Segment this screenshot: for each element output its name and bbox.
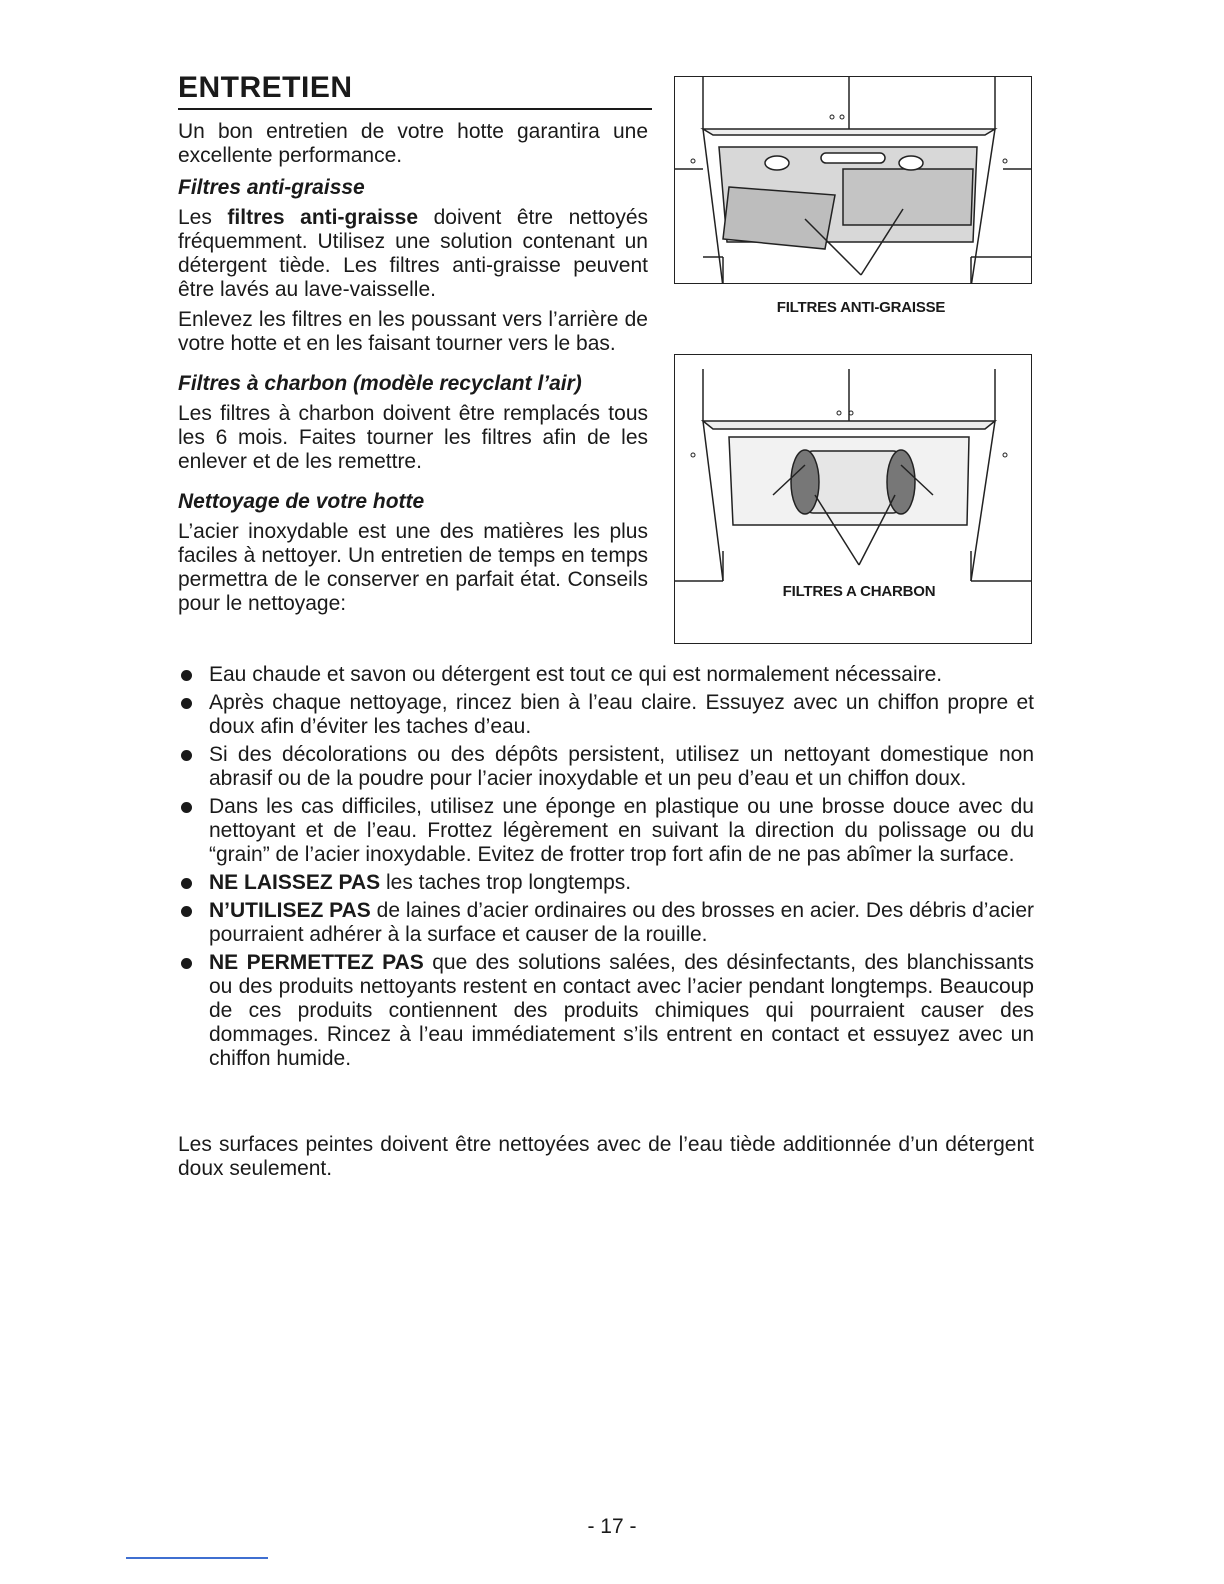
section-title: ENTRETIEN (178, 70, 652, 110)
grease-lead-text: Les (178, 206, 228, 229)
closing-paragraph: Les surfaces peintes doivent être nettoyées avec de l’eau tiède additionnée d’un détergent doux seulement. (178, 1133, 1034, 1180)
range-hood-grease-illustration (675, 77, 1031, 283)
list-item (178, 795, 1034, 867)
charcoal-filters-label: FILTRES A CHARBON (782, 583, 936, 600)
list-item-text: Si des décolorations ou des dépôts persistent, utilisez un nettoyant domestique non abrasif ou de la poudre pour l’acier inoxydable et un peu d’eau et un chiffon doux. (209, 743, 1034, 790)
charcoal-filters-figure (674, 354, 1032, 644)
intro-paragraph: Un bon entretien de votre hotte garantira une excellente performance. (178, 120, 648, 167)
list-item (178, 871, 1034, 895)
list-item-text: Dans les cas difficiles, utilisez une éponge en plastique ou une brosse douce avec du nettoyant et de l’eau. Frottez légèrement en suivant la direction du polissage ou du “grain” de l’acier inoxydable. Evitez de frotter trop fort afin de ne pas abîmer la surface. (209, 795, 1034, 866)
grease-removal-paragraph: Enlevez les filtres en les poussant vers l’arrière de votre hotte et en les faisant tourner vers le bas. (178, 308, 648, 355)
list-item-text: de laines d’acier ordinaires ou des brosses en acier. Des débris d’acier pourraient adhérer à la surface et causer de la rouille. (209, 899, 1034, 946)
grease-bold-term: filtres anti-graisse (227, 206, 419, 229)
grease-filters-heading: Filtres anti-graisse (178, 176, 365, 199)
list-item-text: Après chaque nettoyage, rincez bien à l’eau claire. Essuyez avec un chiffon propre et doux afin d’éviter les taches d’eau. (209, 691, 1034, 738)
list-item (178, 743, 1034, 791)
list-item-bold: NE LAISSEZ PAS (209, 871, 381, 894)
list-item (178, 663, 1034, 687)
grease-filters-label: FILTRES ANTI-GRAISSE (776, 299, 946, 316)
list-item-text: les taches trop longtemps. (380, 871, 632, 894)
charcoal-filters-heading: Filtres à charbon (modèle recyclant l’air) (178, 372, 582, 395)
grease-filters-paragraph (178, 206, 648, 302)
grease-filters-figure (674, 76, 1032, 316)
bullet-icon (181, 698, 192, 709)
list-item-bold: NE PERMETTEZ PAS (209, 951, 424, 974)
bullet-icon (181, 958, 192, 969)
cleaning-paragraph: L’acier inoxydable est une des matières les plus faciles à nettoyer. Un entretien de temps en temps permettra de le conserver en parfait état. Conseils pour le nettoyage: (178, 520, 648, 615)
bullet-icon (181, 878, 192, 889)
list-item (178, 691, 1034, 739)
page-number: - 17 - (587, 1515, 637, 1538)
left-column (178, 120, 648, 622)
list-item-text: Eau chaude et savon ou détergent est tout ce qui est normalement nécessaire. (209, 663, 943, 686)
bullet-icon (181, 906, 192, 917)
list-item (178, 951, 1034, 1071)
bullet-icon (181, 802, 192, 813)
grease-rest-text: doivent être nettoyés fréquemment. Utilisez une solution contenant un détergent tiède. Les filtres anti-graisse peuvent être lavés au lave-vaisselle. (178, 206, 648, 301)
bullet-icon (181, 670, 192, 681)
list-item-bold: N’UTILISEZ PAS (209, 899, 371, 922)
cleaning-heading: Nettoyage de votre hotte (178, 490, 425, 513)
footer-rule (126, 1557, 268, 1559)
cleaning-tips-list (178, 663, 1034, 1075)
list-item-text: que des solutions salées, des désinfectants, des blanchissants ou des produits nettoyants restent en contact avec l’acier pendant longtemps. Beaucoup de ces produits contiennent des produits chimiques qui pourraient causer des dommages. Rincez à l’eau immédiatement s’ils entrent en contact et essuyez avec un chiffon humide. (209, 951, 1034, 1070)
charcoal-filters-paragraph: Les filtres à charbon doivent être remplacés tous les 6 mois. Faites tourner les filtres afin de les enlever et de les remettre. (178, 402, 648, 473)
bullet-icon (181, 750, 192, 761)
list-item (178, 899, 1034, 947)
